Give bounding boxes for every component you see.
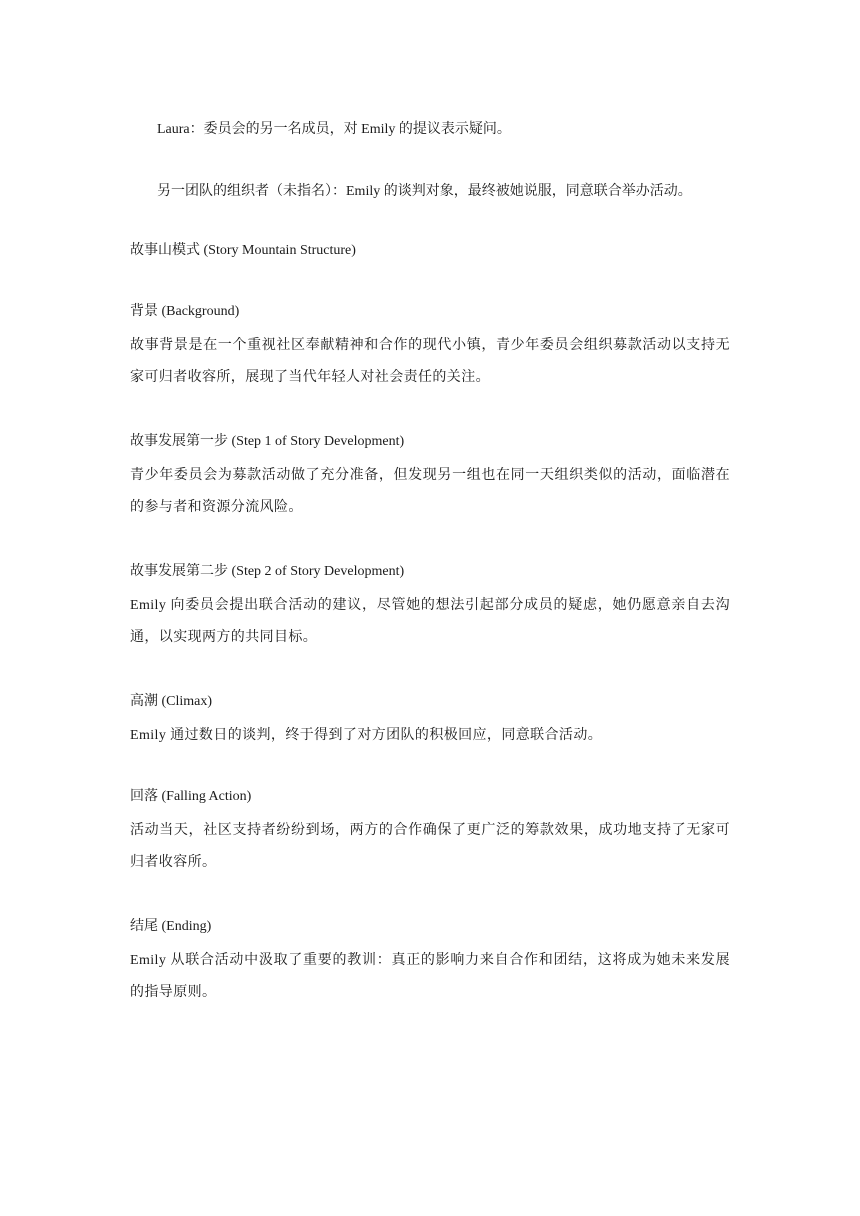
character-other-organizer: 另一团队的组织者（未指名）：Emily 的谈判对象，最终被她说服，同意联合举办活动。 <box>157 184 692 199</box>
section-text-step-2: Emily 向委员会提出联合活动的建议，尽管她的想法引起部分成员的疑虑，她仍愿意亲自去沟通，以实现两方的共同目标。 <box>130 598 730 645</box>
section-heading-climax: 高潮 (Climax) <box>130 694 213 709</box>
structure-title: 故事山模式 (Story Mountain Structure) <box>130 243 356 258</box>
section-heading-step-2: 故事发展第二步 (Step 2 of Story Development) <box>130 564 405 579</box>
section-text-falling-action: 活动当天，社区支持者纷纷到场，两方的合作确保了更广泛的筹款效果，成功地支持了无家可归者收容所。 <box>130 823 730 870</box>
section-heading-step-1: 故事发展第一步 (Step 1 of Story Development) <box>130 434 405 449</box>
section-heading-ending: 结尾 (Ending) <box>130 919 212 934</box>
section-text-background: 故事背景是在一个重视社区奉献精神和合作的现代小镇，青少年委员会组织募款活动以支持无家可归者收容所，展现了当代年轻人对社会责任的关注。 <box>130 338 730 385</box>
character-laura: Laura：委员会的另一名成员，对 Emily 的提议表示疑问。 <box>157 122 511 137</box>
section-text-step-1: 青少年委员会为募款活动做了充分准备，但发现另一组也在同一天组织类似的活动，面临潜在的参与者和资源分流风险。 <box>130 468 730 515</box>
section-heading-falling-action: 回落 (Falling Action) <box>130 789 252 804</box>
section-heading-background: 背景 (Background) <box>130 304 240 319</box>
section-text-climax: Emily 通过数日的谈判，终于得到了对方团队的积极回应，同意联合活动。 <box>130 728 603 743</box>
section-text-ending: Emily 从联合活动中汲取了重要的教训：真正的影响力来自合作和团结，这将成为她未来发展的指导原则。 <box>130 953 730 1000</box>
